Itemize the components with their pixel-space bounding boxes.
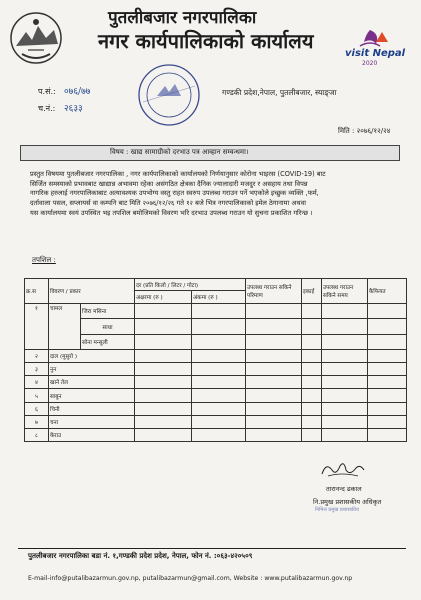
cell-time[interactable] <box>322 415 368 428</box>
cell-qty[interactable] <box>246 415 302 428</box>
row-item: चना <box>49 415 135 428</box>
table-row <box>25 376 407 389</box>
cell-qty[interactable] <box>246 428 302 441</box>
cell-qty[interactable] <box>246 402 302 415</box>
col-sn-header: क्र.स <box>25 279 49 304</box>
cell-words[interactable] <box>135 319 192 334</box>
row-sn: ८ <box>25 428 49 441</box>
subject-line: विषय : खाद्य सामाग्रीको दरभाउ पत्र आव्हान सम्वन्धमा। <box>110 148 249 156</box>
body-line: यस कार्यालयमा स्वयं उपस्थित भइ तपशिल बमोजिमको विवरण भरि दरभाउ उपलब्ध गराउन यो सुचना प्रकाशित गरिन्छ । <box>30 208 313 217</box>
signatory-stamp: निमित्त प्रमुख प्रशासकीय <box>315 507 359 513</box>
municipality-name: पुतलीबजार नगरपालिका <box>108 8 257 28</box>
cell-words[interactable] <box>135 350 192 363</box>
table-row <box>25 334 407 349</box>
cell-words[interactable] <box>135 304 192 319</box>
cell-figures[interactable] <box>192 319 246 334</box>
cell-remarks[interactable] <box>368 350 407 363</box>
cell-figures[interactable] <box>192 402 246 415</box>
cell-figures[interactable] <box>192 350 246 363</box>
signatory-name: तारानन्द ढकाल <box>326 485 362 493</box>
cell-time[interactable] <box>322 363 368 376</box>
cell-qty[interactable] <box>246 376 302 389</box>
cell-unit[interactable] <box>302 402 322 415</box>
table-row <box>25 415 407 428</box>
col-time-header: उपलब्ध गराउन सकिने समय <box>322 279 368 304</box>
cell-figures[interactable] <box>192 376 246 389</box>
cell-remarks[interactable] <box>368 304 407 319</box>
cell-time[interactable] <box>322 389 368 402</box>
office-address: गण्डकी प्रदेश,नेपाल, पुतलीबजार, स्याङ्जा <box>222 88 337 97</box>
col-words-header: अक्षरमा (रु ) <box>135 291 192 304</box>
cell-figures[interactable] <box>192 334 246 349</box>
cell-remarks[interactable] <box>368 334 407 349</box>
cell-words[interactable] <box>135 402 192 415</box>
ps-value: ०७६/७७ <box>64 87 91 97</box>
cell-words[interactable] <box>135 389 192 402</box>
table-row <box>25 402 407 415</box>
cell-figures[interactable] <box>192 428 246 441</box>
cell-unit[interactable] <box>302 334 322 349</box>
cell-words[interactable] <box>135 428 192 441</box>
cell-unit[interactable] <box>302 415 322 428</box>
footer-divider <box>18 548 406 549</box>
cell-time[interactable] <box>322 402 368 415</box>
visit-nepal-year: 2020 <box>362 60 378 67</box>
cell-words[interactable] <box>135 363 192 376</box>
cell-figures[interactable] <box>192 304 246 319</box>
row-item: दाल (मुसुरो ) <box>49 350 135 363</box>
cell-unit[interactable] <box>302 304 322 319</box>
table-row <box>25 363 407 376</box>
row-subitem: जिरा मसिना <box>81 304 135 319</box>
cell-qty[interactable] <box>246 304 302 319</box>
cell-figures[interactable] <box>192 389 246 402</box>
cell-unit[interactable] <box>302 350 322 363</box>
cell-qty[interactable] <box>246 363 302 376</box>
table-row <box>25 350 407 363</box>
cn-label: च.नं.: <box>38 104 56 113</box>
cn-value: २६३३ <box>64 104 83 114</box>
cell-unit[interactable] <box>302 363 322 376</box>
footer-address: पुतलीबजार नगरपालिका बडा नं. १,गण्डकी प्रदेश प्रदेश, नेपाल, फोन नं. :०६३-४२०५०९ <box>28 552 253 560</box>
cell-time[interactable] <box>322 428 368 441</box>
row-subitem: सोना मन्सुली <box>81 334 135 349</box>
items-table <box>24 278 407 442</box>
notice-body <box>30 170 402 219</box>
col-rate-header: दर (प्रति किलो / लिटर / गोटा) <box>135 279 246 291</box>
row-item: चिनी <box>49 402 135 415</box>
row-item: खाने तेल <box>49 376 135 389</box>
cell-time[interactable] <box>322 334 368 349</box>
ps-label: प.सं.: <box>38 87 56 96</box>
body-line: प्रस्तुत विषयमा पुतलीबजार नगरपालिका , नगर कार्यपालिकाको कार्यालयको निर्णयानुसार कोरोना भाइरस (COVID-19) बाट <box>30 170 326 178</box>
table-row <box>25 304 407 319</box>
col-figures-header: अंकमा (रु ) <box>192 291 246 304</box>
tapsil-label: तपशिल : <box>32 256 56 264</box>
row-item: नुन <box>49 363 135 376</box>
cell-remarks[interactable] <box>368 415 407 428</box>
row-item: केराउ <box>49 428 135 441</box>
cell-time[interactable] <box>322 350 368 363</box>
handwritten-signature <box>318 458 368 480</box>
office-name: नगर कार्यपालिकाको कार्यालय <box>98 29 314 53</box>
col-item-header: विवरण / प्रकार <box>49 279 135 304</box>
cell-time[interactable] <box>322 304 368 319</box>
col-remarks-header: कैफियत <box>368 279 407 304</box>
cell-remarks[interactable] <box>368 402 407 415</box>
body-line: दर्तावाला पसल, सप्लायर्स वा कम्पनि बाट मिति २०७६/१२/२६ गते १२ बजे भित्र नगरपालिकाको इमेल ठेगानामा अथवा <box>30 199 306 208</box>
row-sn: ७ <box>25 415 49 428</box>
cell-unit[interactable] <box>302 428 322 441</box>
cell-remarks[interactable] <box>368 376 407 389</box>
cell-unit[interactable] <box>302 319 322 334</box>
col-unit-header: इकाई <box>302 279 322 304</box>
cell-unit[interactable] <box>302 389 322 402</box>
row-item: चामल <box>49 304 81 350</box>
cell-figures[interactable] <box>192 415 246 428</box>
cell-remarks[interactable] <box>368 428 407 441</box>
footer-contact: E-mail-info@putalibazarmun.gov.np, putalibazarmun@gmail.com, Website : www.putalibazarmun.gov.np <box>28 575 353 582</box>
cell-qty[interactable] <box>246 334 302 349</box>
office-seal <box>135 62 203 128</box>
cell-qty[interactable] <box>246 319 302 334</box>
table-row <box>25 389 407 402</box>
row-item: साबुन <box>49 389 135 402</box>
letter-date: मिति : २०७६/१२/२४ <box>338 127 391 135</box>
visit-nepal-text: visit Nepal <box>345 48 406 59</box>
row-sn: ५ <box>25 389 49 402</box>
cell-qty[interactable] <box>246 389 302 402</box>
cell-qty[interactable] <box>246 350 302 363</box>
body-line: नागरिक हरुलाई नगरपालिकाबाट अत्यावश्यक उपभोग्य वस्तु राहत स्वरुप उपलब्ध गराउन पर्ने भएकोले इच्छुक व्यक्ति ,फर्म, <box>30 189 319 198</box>
cell-unit[interactable] <box>302 376 322 389</box>
cell-remarks[interactable] <box>368 319 407 334</box>
cell-figures[interactable] <box>192 363 246 376</box>
signatory-title: नि.प्रमुख प्रशासकीय अधिकृत <box>313 498 382 506</box>
row-subitem: साधा <box>81 319 135 334</box>
table-row <box>25 319 407 334</box>
cell-remarks[interactable] <box>368 363 407 376</box>
row-sn: १ <box>25 304 49 350</box>
cell-words[interactable] <box>135 334 192 349</box>
row-sn: ३ <box>25 363 49 376</box>
cell-time[interactable] <box>322 319 368 334</box>
cell-words[interactable] <box>135 376 192 389</box>
row-sn: २ <box>25 350 49 363</box>
row-sn: ४ <box>25 376 49 389</box>
table-row <box>25 428 407 441</box>
cell-words[interactable] <box>135 415 192 428</box>
body-line: सिर्जित समस्याको प्रभावबाट खाद्यान्न अभावमा रहेका असंगठित क्षेत्रका दैनिक ज्यालादारी मजदुर र असहाय तथा विपन्न <box>30 179 308 188</box>
row-sn: ६ <box>25 402 49 415</box>
col-qty-header: उपलब्ध गराउन सकिने परिमाण <box>246 279 302 304</box>
cell-remarks[interactable] <box>368 389 407 402</box>
nepal-emblem-icon <box>8 10 64 68</box>
cell-time[interactable] <box>322 376 368 389</box>
